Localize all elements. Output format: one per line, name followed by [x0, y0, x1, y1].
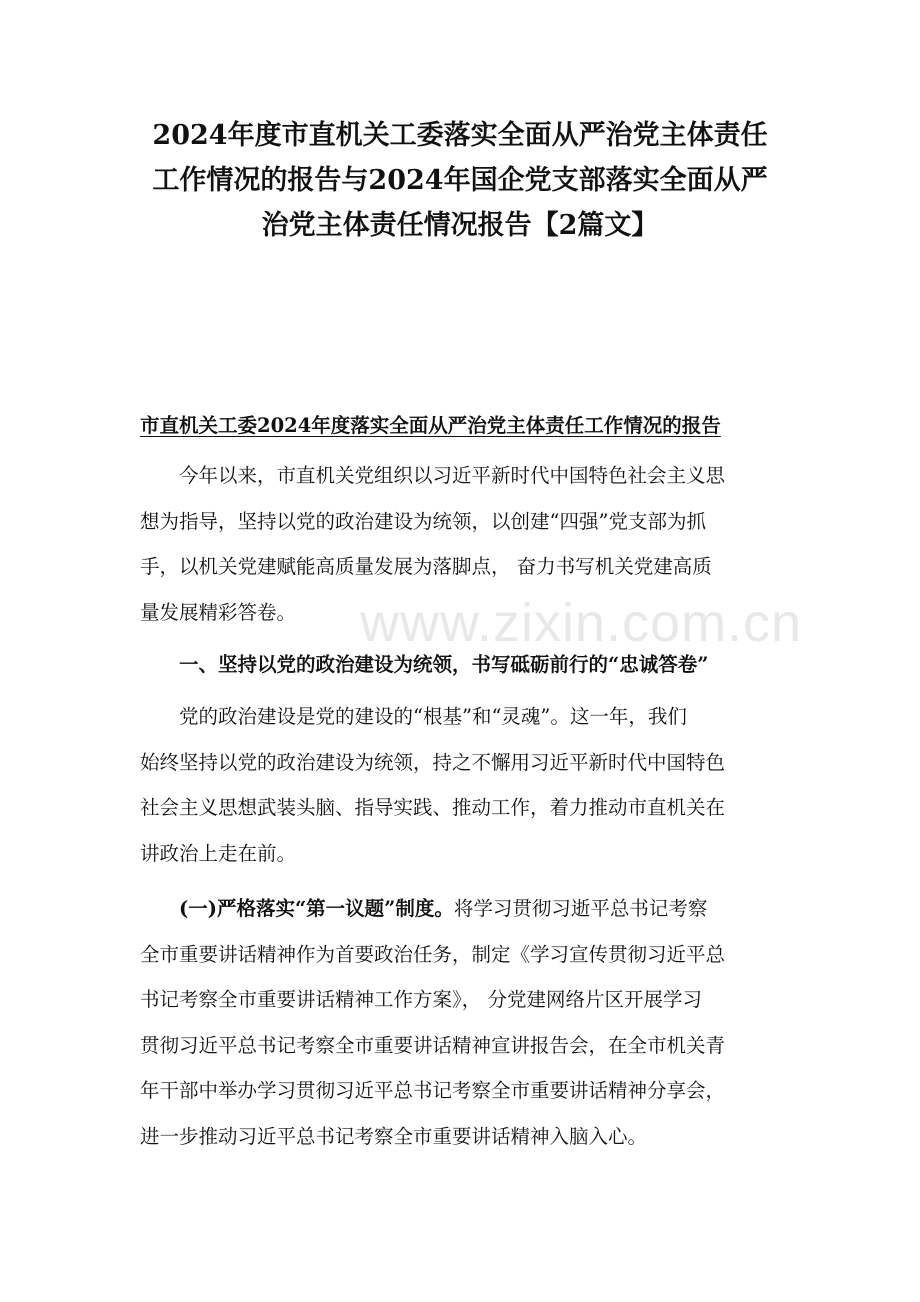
paragraph-line: 书记考察全市重要讲话精神工作方案》， 分党建网络片区开展学习: [140, 988, 702, 1011]
paragraph-intro: [140, 453, 790, 635]
paragraph-political: [140, 694, 790, 876]
paragraph-line: 始终坚持以党的政治建设为统领，持之不懈用习近平新时代中国特色: [140, 750, 726, 774]
paragraph-line: 量发展精彩答卷。: [140, 600, 297, 624]
document-title: [120, 113, 800, 248]
paragraph-line: 手，以机关党建赋能高质量发展为落脚点， 奋力书写机关党建高质: [140, 555, 712, 578]
paragraph-line: 年干部中举办学习贯彻习近平总书记考察全市重要讲话精神分享会，: [140, 1079, 726, 1102]
paragraph-line: [140, 886, 790, 932]
paragraph-line-rest: 将学习贯彻习逝平总书记考察: [453, 897, 708, 920]
title-line: 2024年度市直机关工委落实全面从严治党主体责任: [152, 120, 768, 151]
paragraph-line: 想为指导，坚持以党的政治建设为统领，以创建“四强”党支部为抓: [140, 509, 706, 533]
paragraph-line: 全市重要讲话精神作为首要政治任务，制定《学习宣传贯彻习近平总: [140, 942, 726, 966]
paragraph-line: 进一步推动习近平总书记考察全市重要讲话精神入脑入心。: [140, 1124, 648, 1148]
paragraph-line: 党的政治建设是党的建设的“根基”和“灵魂”。这一年，我们: [179, 705, 687, 728]
paragraph-line: 贯彻习近平总书记考察全市重要讲话精神宣讲报告会，在全市机关青: [140, 1033, 726, 1057]
title-line: 治党主体责任情况报告【2篇文】: [261, 210, 659, 241]
paragraph-line: 社会主义思想武装头脑、指导实践、推动工作，着力推动市直机关在: [140, 796, 726, 819]
section-heading: 市直机关工委2024年度落实全面从严治党主体责任工作情况的报告: [140, 414, 721, 437]
paragraph-first-agenda: [140, 886, 790, 1159]
heading-one: 一、坚持以党的政治建设为统领，书写砥砺前行的“忠诚答卷”: [179, 653, 709, 676]
paragraph-line: 今年以来，市直机关党组织以习近平新时代中国特色社会主义思: [179, 464, 726, 487]
title-line: 工作情况的报告与2024年国企党支部落实全面从严: [152, 165, 768, 196]
watermark: www.zixin.com.cn: [360, 593, 803, 653]
subheading-lead: (一)严格落实“第一议题”制度。: [179, 897, 454, 920]
paragraph-line: 讲政治上走在前。: [140, 841, 297, 865]
